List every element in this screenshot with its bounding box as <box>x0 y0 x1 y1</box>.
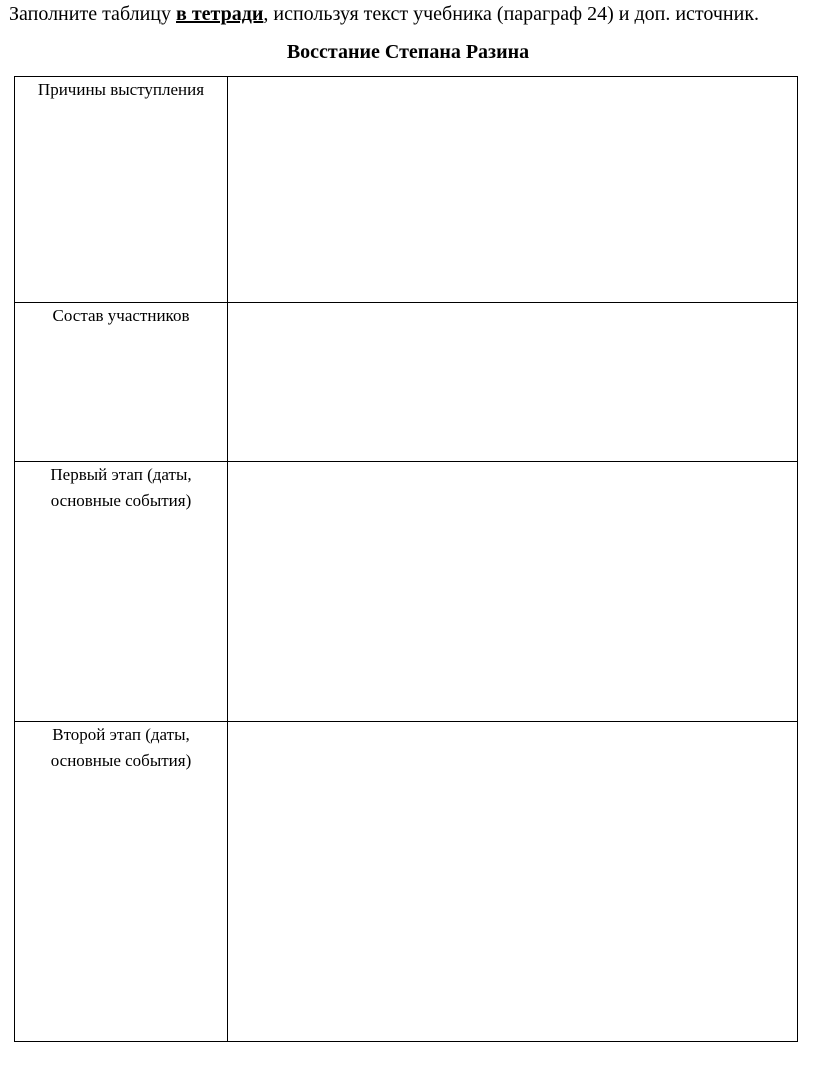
worksheet-title: Восстание Степана Разина <box>286 41 530 63</box>
row-label-cell <box>15 77 228 303</box>
instruction-before: Заполните таблицу <box>9 3 177 25</box>
instruction-emphasis: в тетради <box>176 3 264 25</box>
row-label-causes: Причины выступления <box>37 80 205 99</box>
answer-cell-first-stage[interactable] <box>228 462 798 722</box>
table-row <box>15 462 798 722</box>
row-label-cell <box>15 462 228 722</box>
answer-cell-participants[interactable] <box>228 303 798 462</box>
worksheet-table <box>14 76 798 1042</box>
row-label-participants: Состав участников <box>52 306 190 325</box>
instruction-text <box>9 0 814 28</box>
row-label-cell <box>15 303 228 462</box>
row-label-cell <box>15 722 228 1042</box>
table-row <box>15 303 798 462</box>
answer-cell-second-stage[interactable] <box>228 722 798 1042</box>
answer-cell-causes[interactable] <box>228 77 798 303</box>
table-row <box>15 77 798 303</box>
table-row <box>15 722 798 1042</box>
row-label-first-stage: Первый этап (даты, основные события) <box>50 465 192 510</box>
instruction-after: , используя текст учебника (параграф 24) и доп. источник. <box>263 3 760 25</box>
row-label-second-stage: Второй этап (даты, основные события) <box>50 725 192 770</box>
